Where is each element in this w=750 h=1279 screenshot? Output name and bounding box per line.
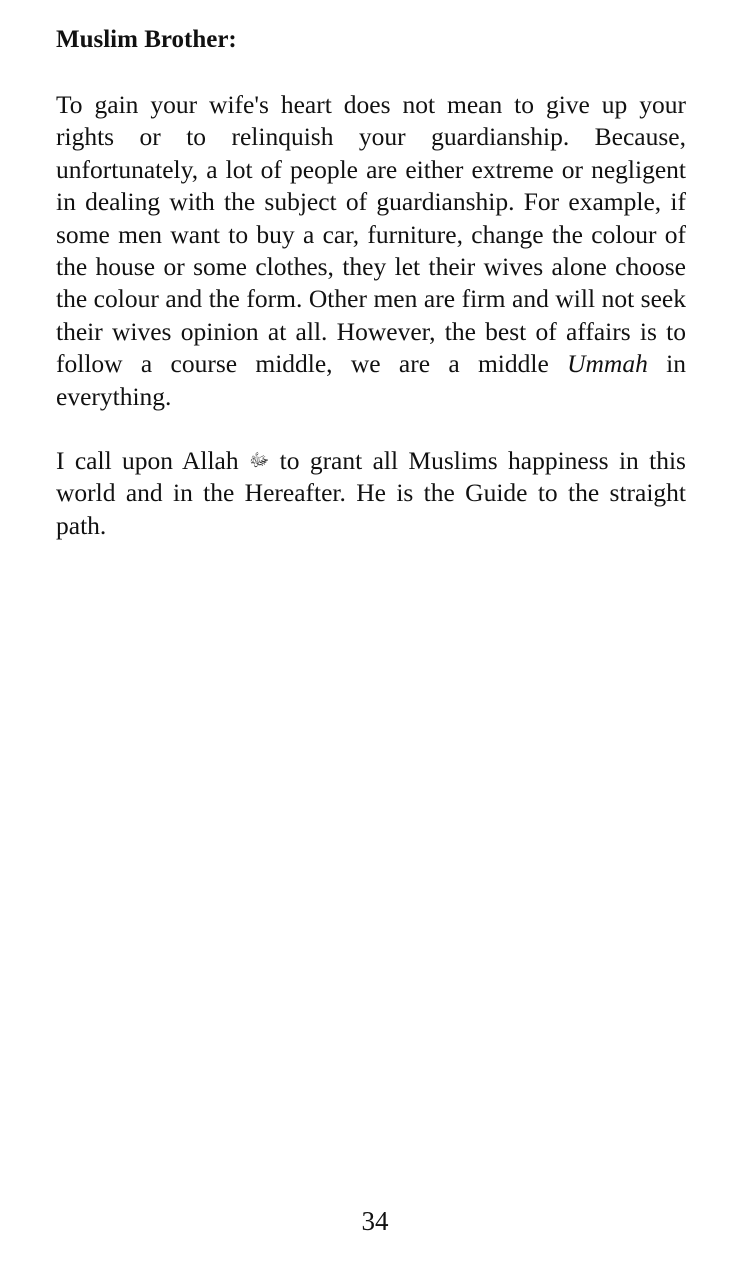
paragraph-supplication xyxy=(56,445,686,542)
paragraph-text: To gain your wife's heart does not mean to give up your rights or to relinquish your guardianship. Because, unfortunately, a lot of people are either extreme or negligent in dealing with the subject of guardianship. For example, if some men want to buy a car, furniture, change the colour of the house or some clothes, they let their wives alone choose the colour and the form. Other men are firm and will not seek their wives opinion at all. However, the best of affairs is to follow a course middle, we are a middle xyxy=(56,90,686,379)
section-heading: Muslim Brother: xyxy=(56,26,237,53)
italic-term-ummah: Ummah xyxy=(567,349,648,379)
paragraph-text: to grant all Muslims happiness in this world and in the Hereafter. He is the Guide to the straight path. xyxy=(56,446,686,540)
paragraph-text: in everything. xyxy=(56,349,686,411)
honorific-symbol-icon: ﷻ xyxy=(248,450,270,471)
page-number: 34 xyxy=(361,1206,389,1236)
page-content xyxy=(56,24,686,574)
paragraph-guardianship xyxy=(56,89,686,413)
paragraph-text: I call upon Allah xyxy=(56,446,249,476)
